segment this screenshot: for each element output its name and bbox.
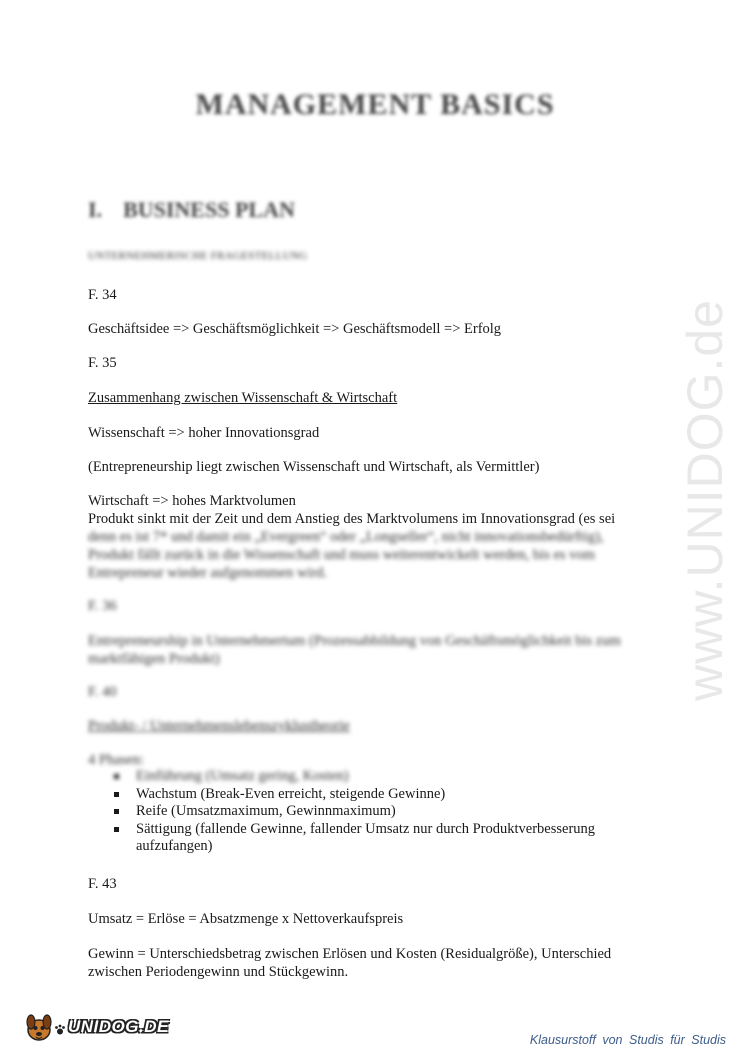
produkt-line-2: denn es ist 7* und damit ein „Evergreen“ oder „Longseller“, nicht innovationsbedürftig), [88,529,604,545]
label-f36: F. 36 [88,598,117,614]
bullet-square [114,827,119,832]
label-f40: F. 40 [88,684,117,700]
wirtschaft-line: Wirtschaft => hohes Marktvolumen [88,493,296,509]
entrepreneurship-line-2: marktfähigen Produkt) [88,651,220,667]
section-heading [88,197,295,223]
page-title: MANAGEMENT BASICS [195,88,555,121]
zusammenhang-heading: Zusammenhang zwischen Wissenschaft & Wirtschaft [88,390,398,406]
gewinn-line-1: Gewinn = Unterschiedsbetrag zwischen Erlösen und Kosten (Residualgröße), Unterschied [88,946,612,962]
logo-text: UNIDOG.DE [68,1017,169,1036]
bullet-square [114,809,119,814]
label-f43: F. 43 [88,876,117,892]
label-f35: F. 35 [88,355,117,371]
bullet-square [114,774,119,779]
gewinn-line-2: zwischen Periodengewinn und Stückgewinn. [88,964,349,980]
produkt-line-3: Produkt fällt zurück in die Wissenschaft und muss weiterentwickelt werden, bis es vom [88,547,595,563]
entrepreneurship-note: (Entrepreneurship liegt zwischen Wissenschaft und Wirtschaft, als Vermittler) [88,459,540,475]
list-item: Sättigung (fallende Gewinne, fallender Umsatz nur durch Produktverbesserung aufzufangen) [112,821,656,856]
dog-icon [22,1010,56,1044]
wissenschaft-line: Wissenschaft => hoher Innovationsgrad [88,425,320,441]
produkt-line-4: Entrepreneur wieder aufgenommen wird. [88,565,328,581]
label-f34: F. 34 [88,287,117,303]
phases-list [112,768,656,856]
section-title: BUSINESS PLAN [123,197,295,222]
lifecycle-heading: Produkt- / Unternehmenslebenszyklustheorie [88,718,350,734]
paw-icon [54,1024,66,1036]
list-item: Reife (Umsatzmaximum, Gewinnmaximum) [112,803,656,821]
footer-tagline: Klausurstoff von Studis für Studis [529,1033,726,1047]
list-item: Einführung (Umsatz gering, Kosten) [112,768,656,786]
bullet-square [114,792,119,797]
business-chain: Geschäftsidee => Geschäftsmöglichkeit => Geschäftsmodell => Erfolg [88,321,502,337]
entrepreneurship-line-1: Entrepreneurship in Unternehmertum (Prozessabbildung von Geschäftsmöglichkeit bis zum [88,633,621,649]
section-number: I. [88,197,103,222]
umsatz-formula: Umsatz = Erlöse = Absatzmenge x Nettoverkaufspreis [88,911,404,927]
watermark: www.UNIDOG.de [677,299,733,701]
phases-label: 4 Phasen: [88,752,144,768]
subheading: UNTERNEHMERISCHE FRAGESTELLUNG [88,250,308,262]
list-item: Wachstum (Break-Even erreicht, steigende Gewinne) [112,786,656,804]
unidog-logo[interactable] [22,1010,169,1044]
produkt-line-1: Produkt sinkt mit der Zeit und dem Anstieg des Marktvolumens im Innovationsgrad (es sei [88,511,616,527]
